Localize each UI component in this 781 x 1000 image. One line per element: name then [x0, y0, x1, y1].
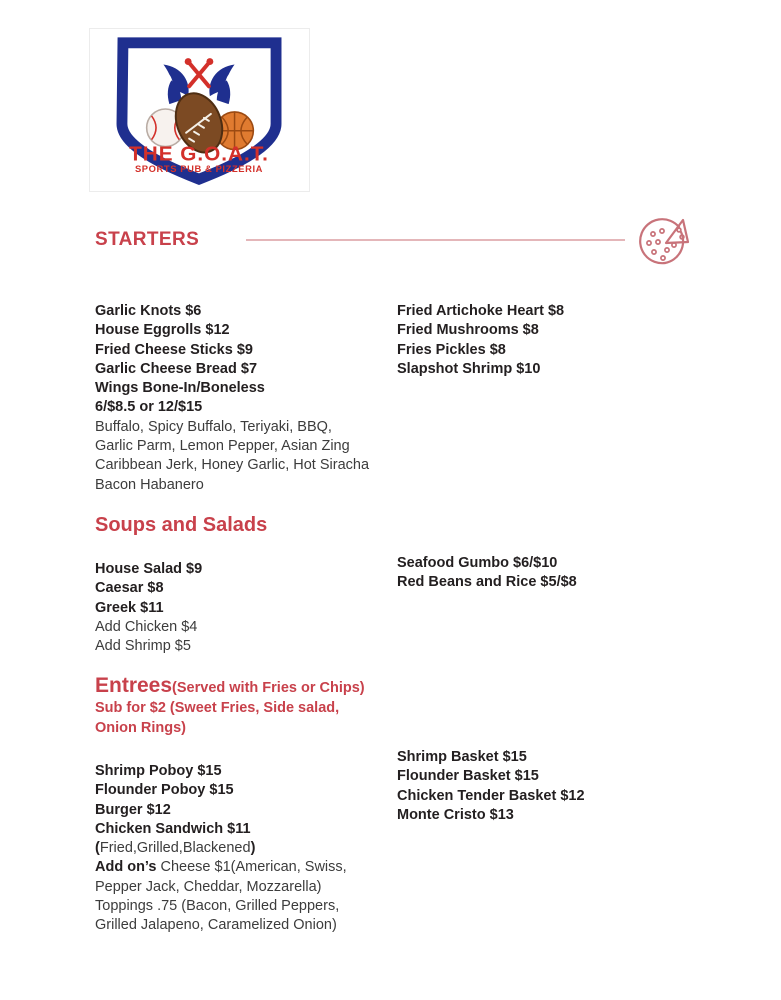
addons-cheese-text: Cheese $1(American, Swiss,: [156, 859, 347, 876]
addons-line: Grilled Jalapeno, Caramelized Onion): [95, 917, 337, 934]
entrees-note-3: Onion Rings): [95, 720, 187, 736]
menu-item: Shrimp Basket $15: [397, 749, 527, 765]
menu-item: Seafood Gumbo $6/$10: [397, 555, 558, 571]
starters-left-column: [95, 302, 385, 495]
pizza-slice-icon: [635, 212, 691, 268]
starters-section-header: [95, 212, 695, 268]
starters-title: STARTERS: [95, 229, 200, 250]
menu-item: Caesar $8: [95, 580, 164, 597]
menu-item: Red Beans and Rice $5/$8: [397, 574, 577, 591]
soups-salads-left-column: [95, 560, 385, 656]
entrees-note-2: Sub for $2 (Sweet Fries, Side salad,: [95, 700, 340, 716]
menu-item: Shrimp Poboy $15: [95, 763, 222, 779]
addons-line: [95, 858, 385, 877]
menu-item: Flounder Poboy $15: [95, 782, 234, 799]
menu-item: Slapshot Shrimp $10: [397, 360, 541, 377]
menu-item: Greek $11: [95, 599, 164, 616]
entrees-section-header: [95, 676, 395, 738]
header-divider-rule: [246, 239, 625, 241]
entrees-left-column: [95, 762, 385, 936]
addons-label: Add on’s: [95, 859, 157, 876]
menu-item-addon: Add Chicken $4: [95, 618, 198, 635]
soups-salads-right-column: [397, 554, 697, 593]
entrees-title: Entrees: [95, 674, 173, 697]
the-goat-logo-art: [90, 29, 309, 191]
paren-open: (: [95, 840, 100, 857]
addons-line: Pepper Jack, Cheddar, Mozzarella): [95, 878, 322, 895]
menu-item: Fries Pickles $8: [397, 341, 506, 358]
menu-item: Garlic Knots $6: [95, 303, 202, 319]
addons-line: Toppings .75 (Bacon, Grilled Peppers,: [95, 898, 340, 915]
starters-right-column: [397, 302, 697, 379]
menu-item-note: Caribbean Jerk, Honey Garlic, Hot Siracha: [95, 457, 370, 474]
menu-item: Fried Mushrooms $8: [397, 322, 539, 339]
soups-and-salads-title: Soups and Salads: [95, 514, 268, 536]
restaurant-logo-box: [89, 28, 310, 192]
menu-item-note: Bacon Habanero: [95, 476, 204, 493]
menu-item: Burger $12: [95, 801, 171, 818]
menu-item: Monte Cristo $13: [397, 806, 514, 823]
menu-item: Fried Cheese Sticks $9: [95, 341, 253, 358]
menu-item-note: Garlic Parm, Lemon Pepper, Asian Zing: [95, 438, 350, 455]
menu-item: House Eggrolls $12: [95, 322, 230, 339]
entrees-note-1: (Served with Fries or Chips): [172, 680, 365, 696]
menu-item: Garlic Cheese Bread $7: [95, 360, 258, 377]
logo-title-text: THE G.O.A.T.: [129, 142, 269, 166]
menu-item: House Salad $9: [95, 561, 203, 577]
menu-item: Wings Bone-In/Boneless: [95, 380, 265, 397]
paren-close: ): [250, 840, 256, 857]
logo-subtitle-text: SPORTS PUB & PIZZERIA: [134, 164, 264, 175]
menu-item-addon: Add Shrimp $5: [95, 638, 191, 655]
menu-item: Chicken Sandwich $11: [95, 820, 251, 837]
menu-item: Flounder Basket $15: [397, 768, 539, 785]
menu-item-note: Buffalo, Spicy Buffalo, Teriyaki, BBQ,: [95, 418, 332, 435]
menu-item: Fried Artichoke Heart $8: [397, 303, 565, 319]
menu-item: Chicken Tender Basket $12: [397, 787, 585, 804]
variants-text: Fried,Grilled,Blackened: [99, 840, 251, 857]
menu-item: 6/$8.5 or 12/$15: [95, 399, 203, 416]
entrees-right-column: [397, 748, 697, 825]
chicken-sandwich-variants: [95, 839, 385, 858]
